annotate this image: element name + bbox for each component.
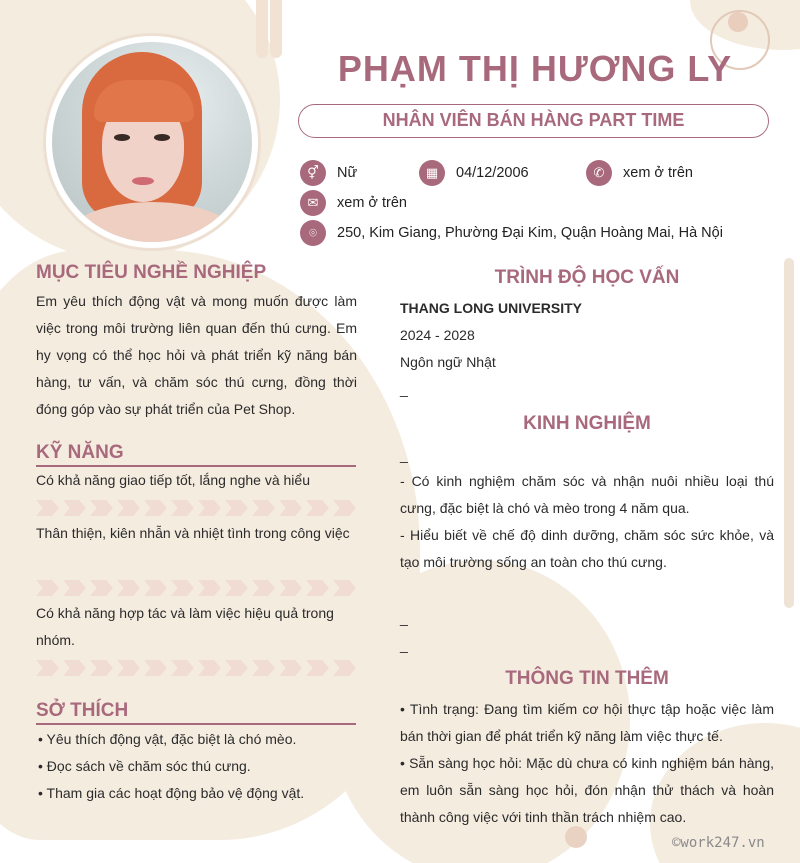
objective-text: Em yêu thích động vật và mong muốn được làm việc trong môi trường liên quan đến thú cưng. Em hy vọng có thể học hỏi và phát triển kỹ năng bán hàng, tư vấn, và chăm sóc thú cưng, đồng thời đóng góp vào sự phát triển của Pet Shop.: [36, 293, 357, 417]
hobbies-divider: [36, 723, 356, 725]
contact-address: [300, 220, 723, 246]
experience-item: - Hiểu biết về chế độ dinh dưỡng, chăm sóc sức khỏe, và tạo môi trường sống an toàn cho thú cưng.: [400, 527, 774, 570]
hobby-item: • Đọc sách về chăm sóc thú cưng.: [38, 758, 251, 774]
experience-dash: _: [400, 637, 408, 653]
extra-info-item: • Tình trạng: Đang tìm kiếm cơ hội thực tập hoặc việc làm bán thời gian để phát triển kỹ năng làm việc thực tế.: [400, 701, 774, 744]
birthday-value: 04/12/2006: [456, 165, 529, 181]
education-period: 2024 - 2028: [400, 327, 475, 343]
skill-rating-bar: [36, 500, 356, 516]
watermark: ©work247.vn: [672, 835, 765, 851]
education-major: Ngôn ngữ Nhật: [400, 354, 496, 370]
address-value: 250, Kim Giang, Phường Đại Kim, Quận Hoàng Mai, Hà Nội: [337, 225, 723, 241]
decor-dot: [728, 12, 748, 32]
hobby-item: • Yêu thích động vật, đặc biệt là chó mèo.: [38, 731, 297, 747]
objective-heading: MỤC TIÊU NGHỀ NGHIỆP: [36, 262, 267, 283]
hobbies-heading: SỞ THÍCH: [36, 700, 129, 721]
experience-dash: _: [400, 447, 408, 463]
skills-heading: KỸ NĂNG: [36, 442, 124, 463]
skill-item: Có khả năng hợp tác và làm việc hiệu quả trong nhóm.: [36, 605, 334, 648]
skill-rating-bar: [36, 660, 356, 676]
hobby-item: • Tham gia các hoạt động bảo vệ động vật.: [38, 785, 305, 801]
phone-icon: ✆: [586, 160, 612, 186]
skill-item: Có khả năng giao tiếp tốt, lắng nghe và hiểu: [36, 472, 310, 488]
gender-value: Nữ: [337, 165, 358, 181]
candidate-name: PHẠM THỊ HƯƠNG LY: [337, 48, 733, 89]
decor-bar: [256, 0, 268, 58]
skill-item: Thân thiện, kiên nhẫn và nhiệt tình trong công việc: [36, 525, 350, 541]
avatar: [52, 42, 252, 242]
phone-value: xem ở trên: [623, 165, 693, 181]
contact-gender: [300, 160, 357, 186]
education-school: THANG LONG UNIVERSITY: [400, 300, 583, 316]
education-heading: TRÌNH ĐỘ HỌC VẤN: [494, 267, 680, 288]
skill-rating-bar: [36, 580, 356, 596]
extra-info-item: • Sẵn sàng học hỏi: Mặc dù chưa có kinh nghiệm bán hàng, em luôn sẵn sàng học hỏi, đón nhận thử thách và hoàn thành công việc với tinh thần trách nhiệm cao.: [400, 755, 774, 825]
extra-info-heading: THÔNG TIN THÊM: [505, 668, 669, 689]
email-value: xem ở trên: [337, 195, 407, 211]
calendar-icon: ▦: [419, 160, 445, 186]
education-dash: _: [400, 381, 408, 397]
scrollbar[interactable]: [784, 258, 794, 608]
job-title: NHÂN VIÊN BÁN HÀNG PART TIME: [298, 104, 769, 138]
experience-dash: _: [400, 610, 408, 626]
location-icon: ⌾: [300, 220, 326, 246]
gender-icon: ⚥: [300, 160, 326, 186]
experience-item: - Có kinh nghiệm chăm sóc và nhận nuôi nhiều loại thú cưng, đặc biệt là chó và mèo trong 4 năm qua.: [400, 473, 774, 516]
contact-birthday: [419, 160, 529, 186]
email-icon: ✉: [300, 190, 326, 216]
contact-phone: [586, 160, 693, 186]
decor-bar: [270, 0, 282, 58]
contact-email: [300, 190, 407, 216]
experience-heading: KINH NGHIỆM: [523, 413, 651, 434]
